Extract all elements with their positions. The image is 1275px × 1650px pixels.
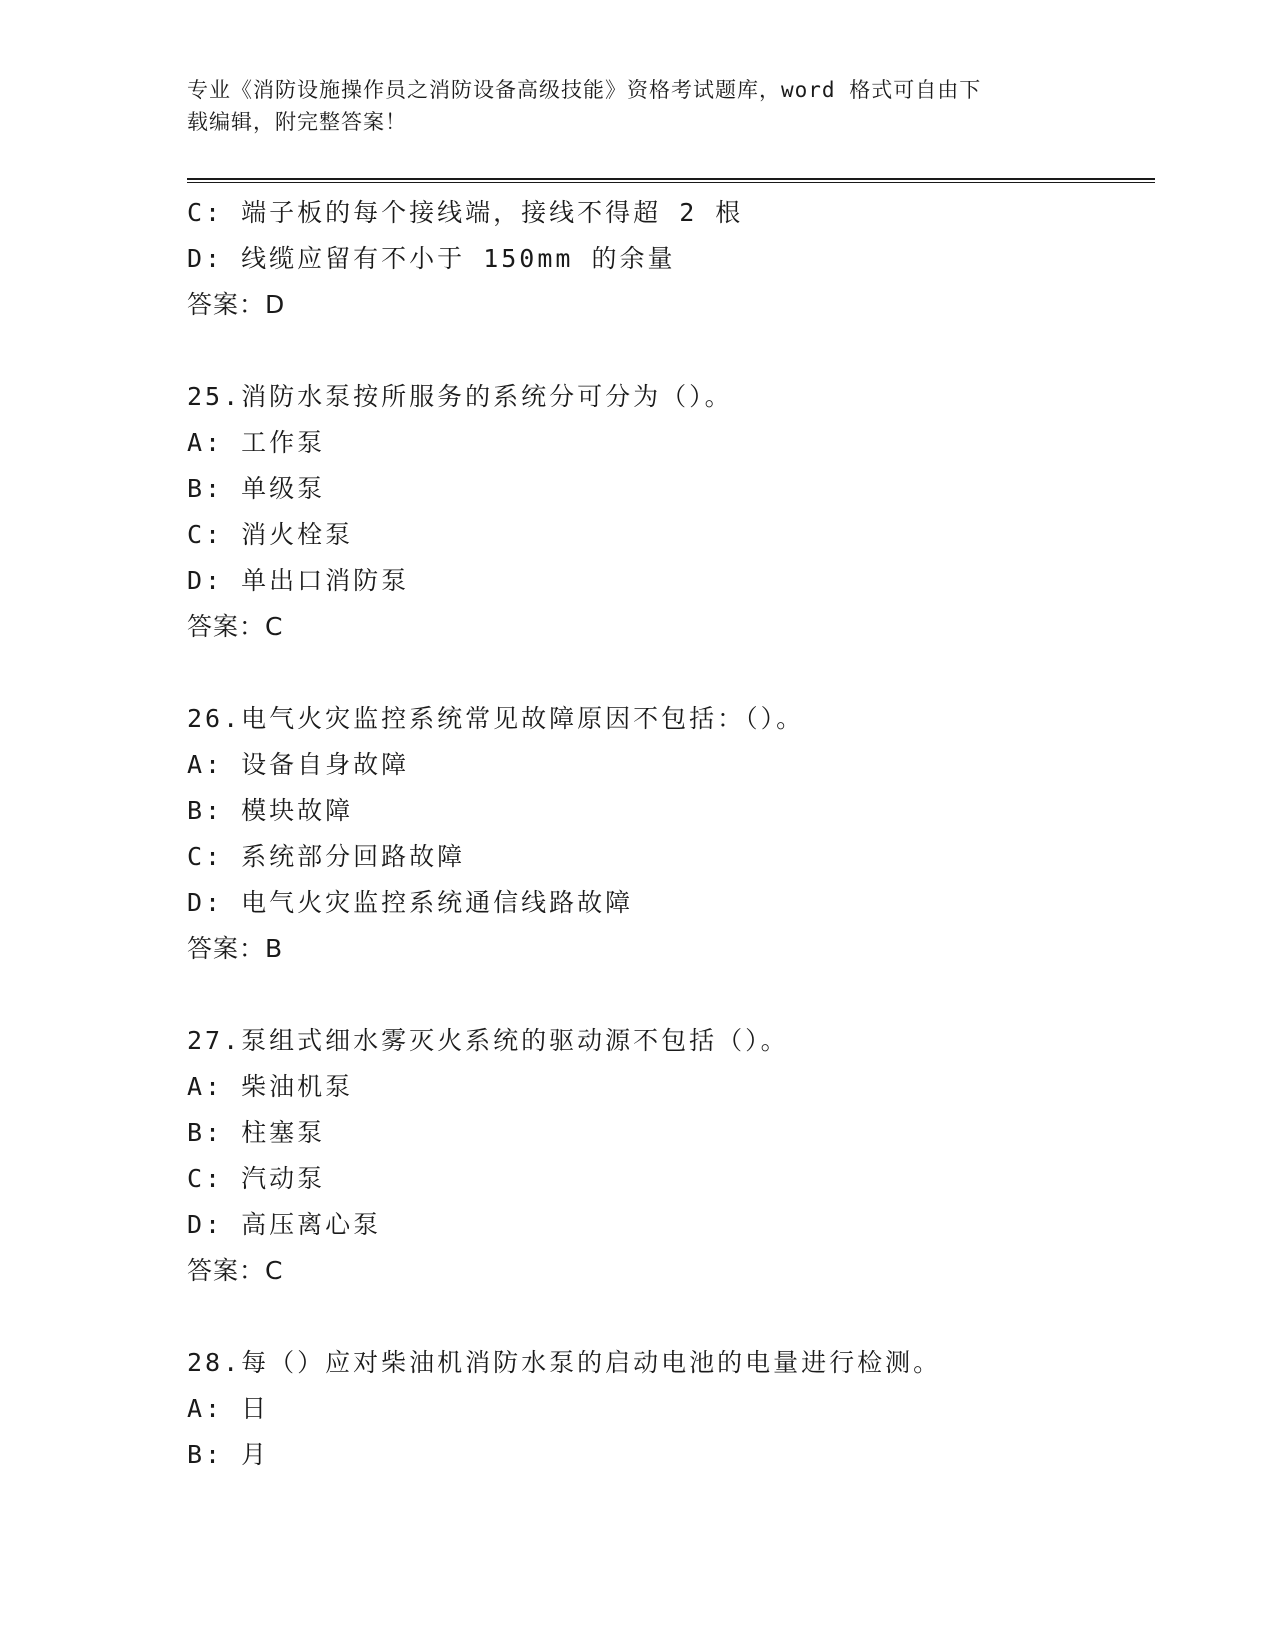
answer-line: 答案：D	[187, 290, 286, 319]
document-header	[187, 74, 1067, 138]
option-c: C: 端子板的每个接线端，接线不得超 2 根	[187, 198, 744, 227]
option-c: C: 系统部分回路故障	[187, 842, 466, 871]
header-line-1: 专业《消防设施操作员之消防设备高级技能》资格考试题库，word 格式可自由下	[187, 78, 982, 102]
option-a: A: 工作泵	[187, 428, 326, 457]
option-a: A: 设备自身故障	[187, 750, 410, 779]
option-b: B: 柱塞泵	[187, 1118, 326, 1147]
option-a: A: 柴油机泵	[187, 1072, 354, 1101]
spacer	[187, 1294, 1155, 1340]
header-line-2: 载编辑，附完整答案！	[187, 110, 407, 134]
question-stem: 27.泵组式细水雾灭火系统的驱动源不包括（）。	[187, 1026, 789, 1055]
option-c: C: 消火栓泵	[187, 520, 354, 549]
option-a: A: 日	[187, 1394, 270, 1423]
question-stem: 26.电气火灾监控系统常见故障原因不包括：（）。	[187, 704, 805, 733]
header-divider-thin	[187, 182, 1155, 183]
spacer	[187, 650, 1155, 696]
question-25	[187, 374, 1155, 650]
spacer	[187, 972, 1155, 1018]
question-list	[187, 190, 1155, 1478]
answer-line: 答案：C	[187, 612, 284, 641]
header-divider-thick	[187, 178, 1155, 180]
option-d: D: 单出口消防泵	[187, 566, 410, 595]
option-c: C: 汽动泵	[187, 1164, 326, 1193]
question-24-tail	[187, 190, 1155, 328]
option-d: D: 线缆应留有不小于 150mm 的余量	[187, 244, 676, 273]
answer-line: 答案：B	[187, 934, 284, 963]
question-28	[187, 1340, 1155, 1478]
option-b: B: 月	[187, 1440, 270, 1469]
option-d: D: 高压离心泵	[187, 1210, 382, 1239]
option-b: B: 模块故障	[187, 796, 354, 825]
question-26	[187, 696, 1155, 972]
question-27	[187, 1018, 1155, 1294]
answer-line: 答案：C	[187, 1256, 284, 1285]
option-b: B: 单级泵	[187, 474, 326, 503]
option-d: D: 电气火灾监控系统通信线路故障	[187, 888, 634, 917]
spacer	[187, 328, 1155, 374]
question-stem: 28.每（）应对柴油机消防水泵的启动电池的电量进行检测。	[187, 1348, 942, 1377]
question-stem: 25.消防水泵按所服务的系统分可分为（）。	[187, 382, 733, 411]
